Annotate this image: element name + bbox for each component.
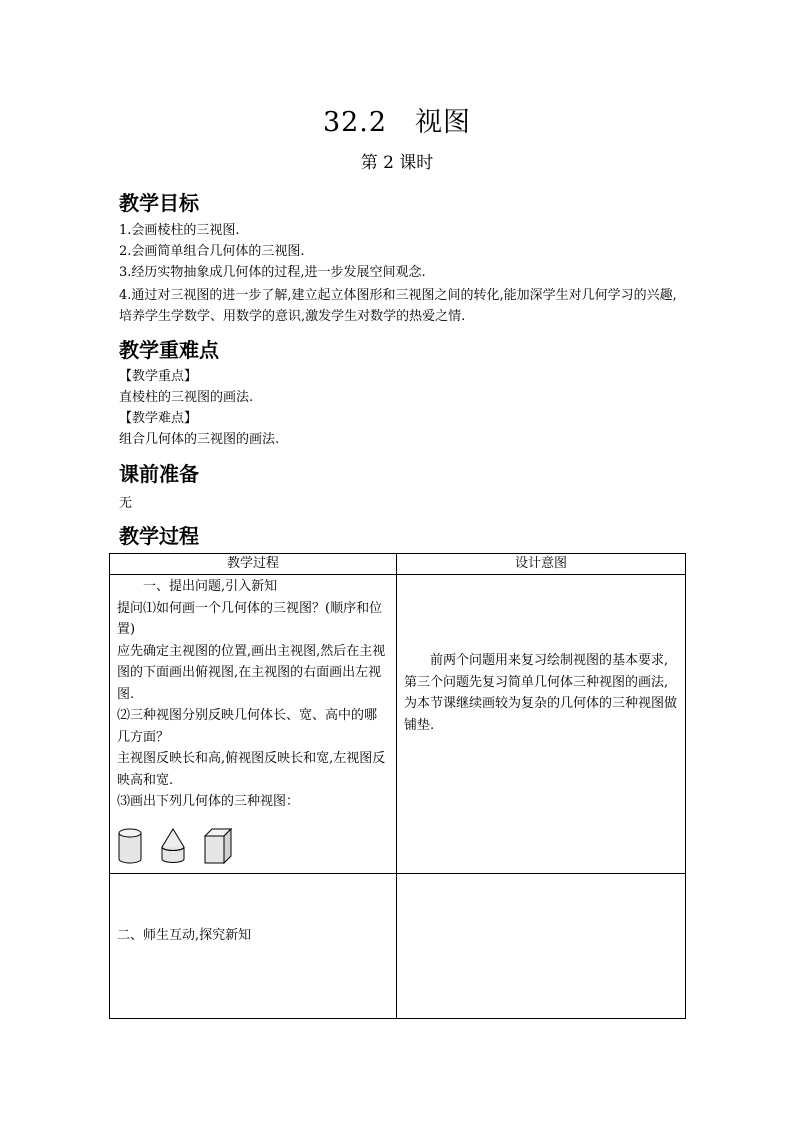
question-1: 提问⑴如何画一个几何体的三视图？(顺序和位置) <box>117 600 383 637</box>
objective-item: 4.通过对三视图的进一步了解,建立起立体图形和三视图之间的转化,能加深学生对几何学习的兴趣,培养学生学数学、用数学的意识,激发学生对数学的热爱之情. <box>119 288 677 324</box>
lesson-period: 第 2 课时 <box>360 153 434 173</box>
intent-text: 前两个问题用来复习绘制视图的基本要求,第三个问题先复习简单几何体三种视图的画法,为本节课继续画较为复杂的几何体的三种视图做铺垫. <box>404 653 678 733</box>
objectives-heading: 教学目标 <box>119 191 199 215</box>
section-title: 一、提出问题,引入新知 <box>143 579 278 594</box>
question-3: ⑶画出下列几何体的三种视图： <box>117 794 300 809</box>
cylinder-icon <box>117 827 143 865</box>
process-cell <box>110 873 397 1018</box>
preparation-heading: 课前准备 <box>119 462 199 486</box>
objective-item: 1.会画棱柱的三视图. <box>119 223 240 238</box>
section-title: 二、师生互动,探究新知 <box>117 928 252 944</box>
answer-1: 应先确定主视图的位置,画出主视图,然后在主视图的下面画出俯视图,在主视图的右面画出左视图. <box>117 643 386 702</box>
column-header-intent: 设计意图 <box>397 554 686 575</box>
key-points-heading: 教学重难点 <box>119 338 219 362</box>
focus-text: 直棱柱的三视图的画法. <box>119 390 254 405</box>
table-header-row <box>110 554 686 575</box>
solid-figures <box>117 813 389 873</box>
cone-on-cylinder-icon <box>159 827 187 865</box>
focus-label: 【教学重点】 <box>119 369 198 384</box>
question-2: ⑵三种视图分别反映几何体长、宽、高中的哪几方面？ <box>117 708 378 745</box>
difficulty-label: 【教学难点】 <box>119 411 198 426</box>
column-header-process: 教学过程 <box>110 554 397 575</box>
answer-2: 主视图反映长和高,俯视图反映长和宽,左视图反映高和宽. <box>117 751 386 788</box>
process-cell <box>110 575 397 874</box>
preparation-text: 无 <box>119 496 133 511</box>
cube-icon <box>203 827 233 865</box>
intent-cell <box>397 575 686 874</box>
objective-item: 3.经历实物抽象成几何体的过程,进一步发展空间观念. <box>119 265 426 280</box>
difficulty-text: 组合几何体的三视图的画法. <box>119 432 280 447</box>
page-title: 32.2 视图 <box>322 107 472 138</box>
table-row <box>110 575 686 874</box>
table-row <box>110 873 686 1018</box>
intent-cell <box>397 873 686 1018</box>
process-heading: 教学过程 <box>119 524 199 548</box>
objective-item: 2.会画简单组合几何体的三视图. <box>119 244 305 259</box>
process-table <box>109 553 686 1019</box>
